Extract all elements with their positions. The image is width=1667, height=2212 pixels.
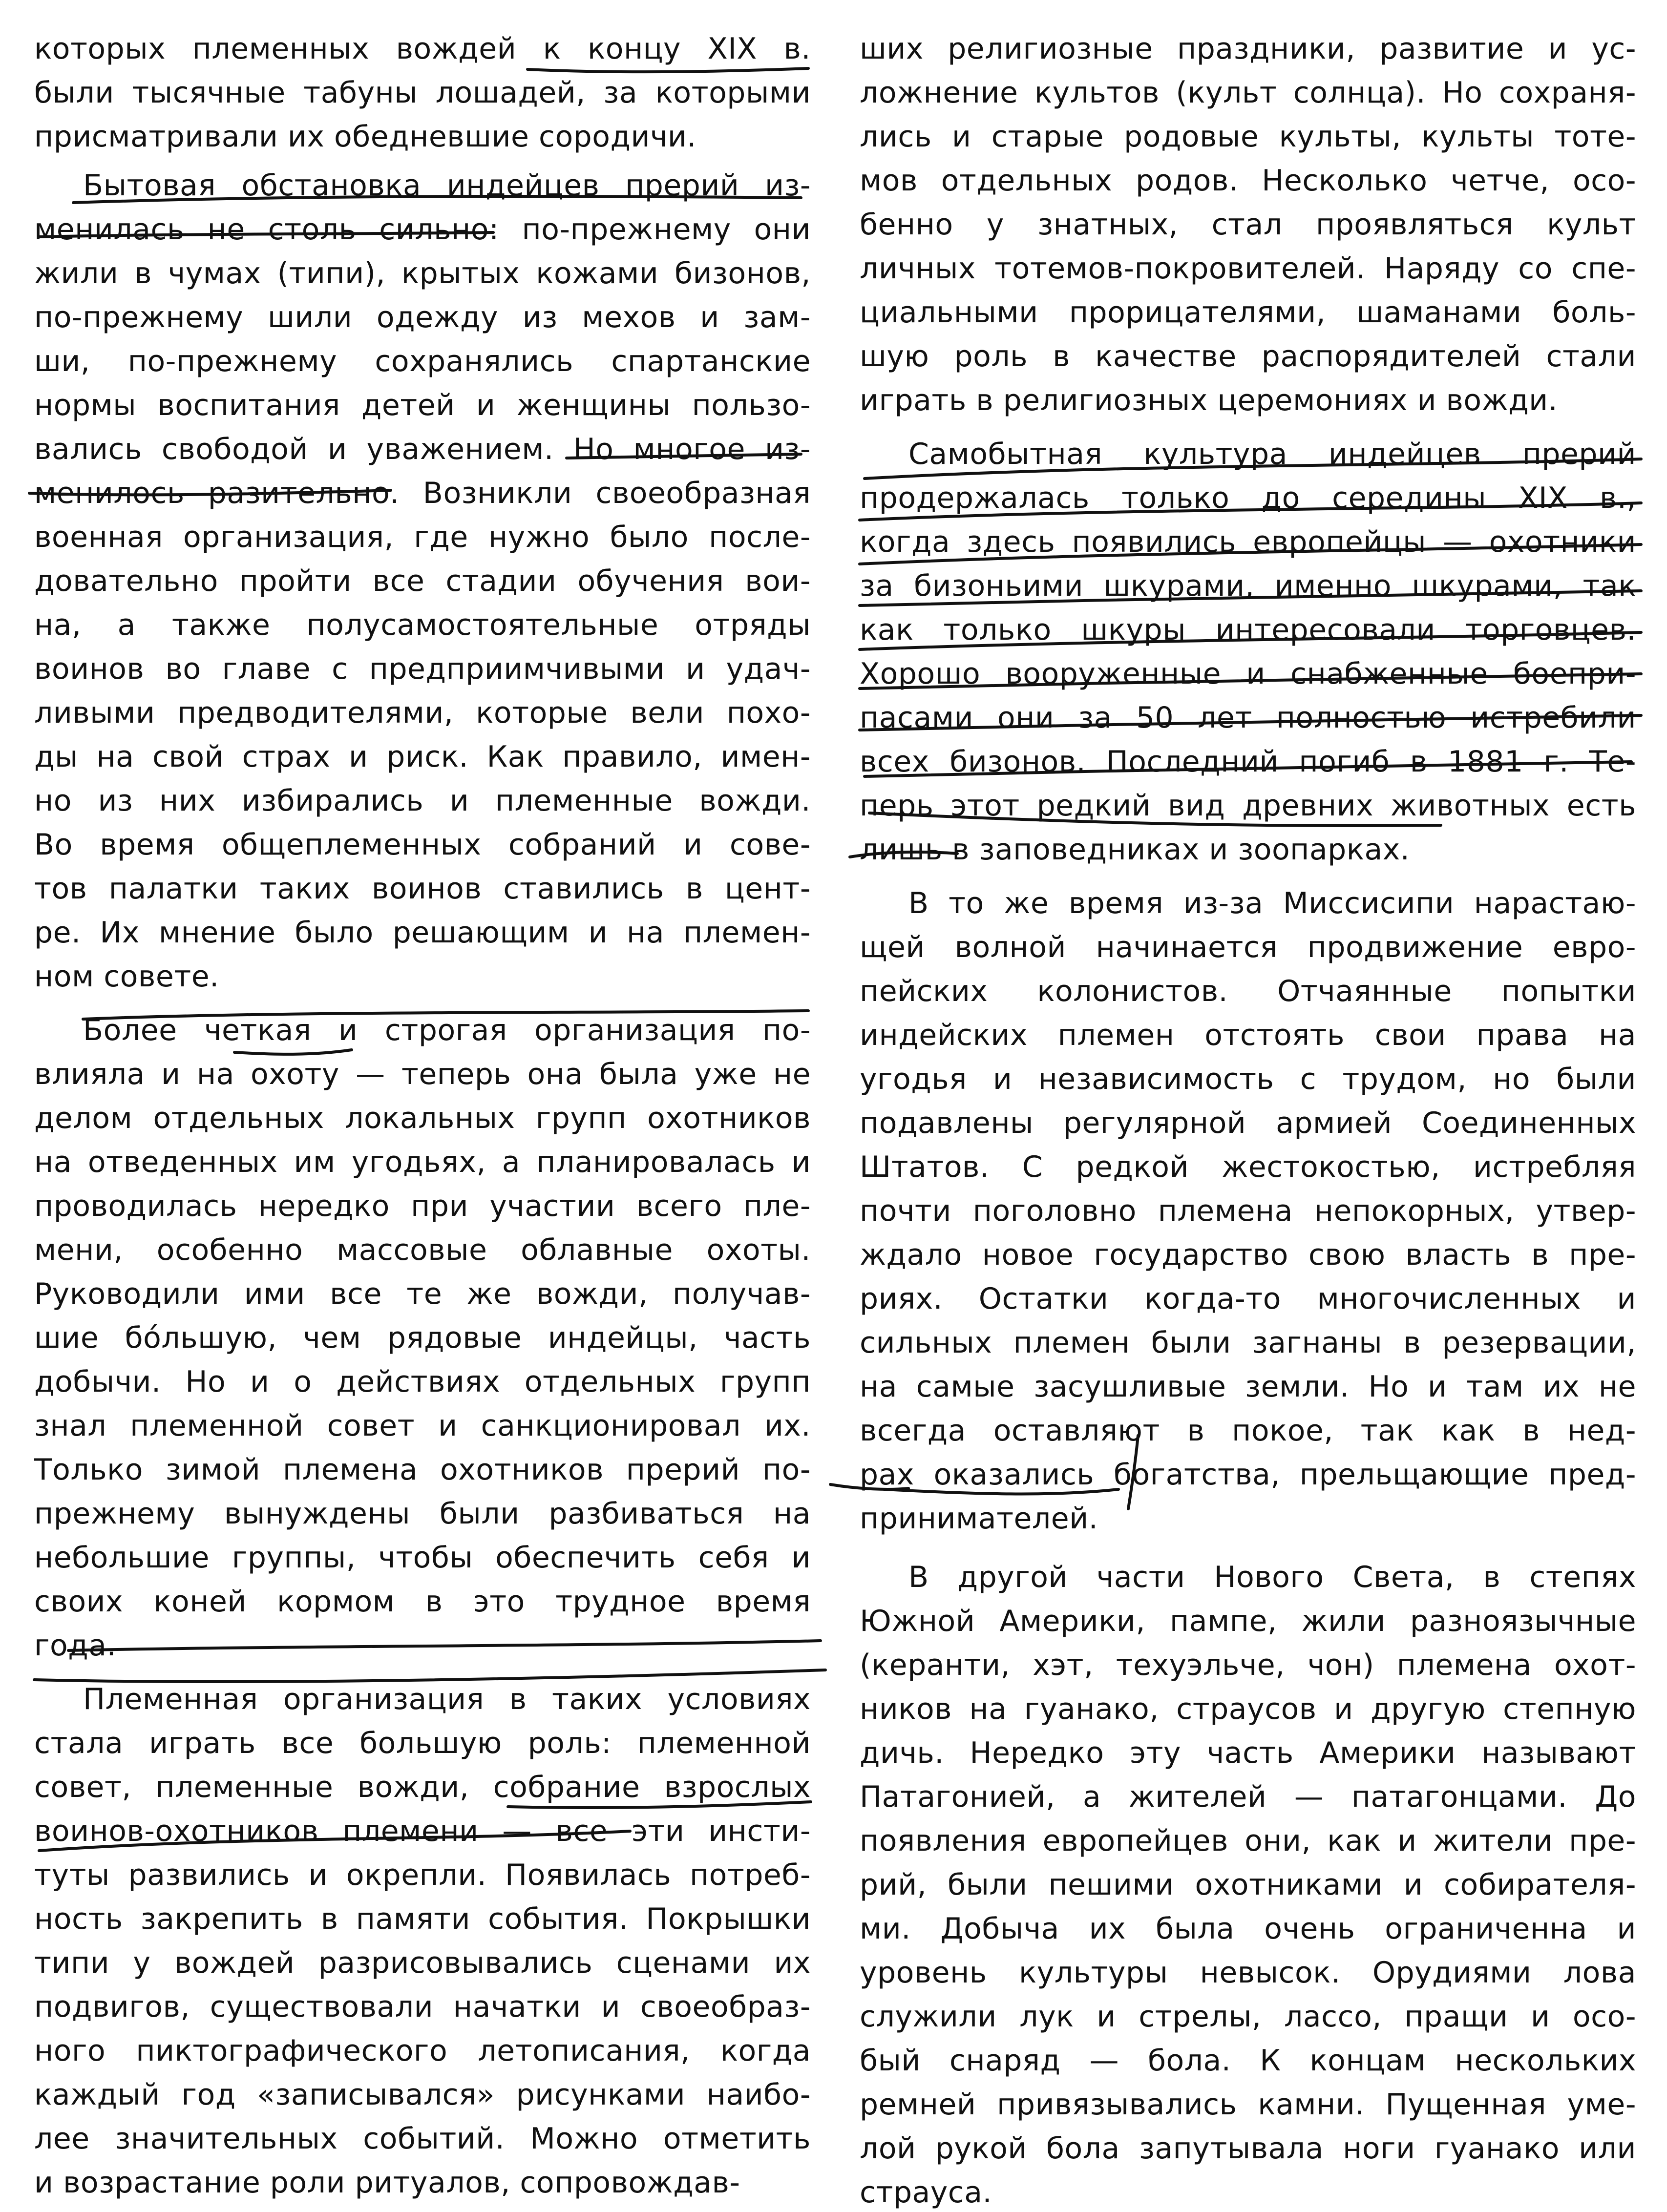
text-line: ши, по-прежнему сохранялись спартанские <box>34 344 811 378</box>
text-line: лись и старые родовые культы, культы тоте- <box>860 120 1636 154</box>
text-line: ного пиктографического летописания, когда <box>34 2034 811 2068</box>
text-line: В другой части Нового Света, в степях <box>908 1560 1636 1594</box>
text-line: подвигов, существовали начатки и своеобраз- <box>34 1990 811 2024</box>
text-line: ждало новое государство свою власть в пре- <box>860 1238 1636 1272</box>
text-line: которых племенных вождей к концу XIX в. <box>34 32 811 66</box>
text-line: рий, были пешими охотниками и собирателя- <box>860 1868 1636 1902</box>
text-line: пейских колонистов. Отчаянные попытки <box>860 974 1636 1008</box>
text-line: ре. Их мнение было решающим и на племен- <box>34 916 811 950</box>
text-line: Более четкая и строгая организация по- <box>83 1013 811 1047</box>
text-line: ников на гуанако, страусов и другую степную <box>860 1692 1636 1726</box>
text-line: на отведенных им угодьях, а планировалась и <box>34 1145 811 1179</box>
text-line: менилась не столь сильно: по-прежнему они <box>34 212 811 247</box>
text-line: прежнему вынуждены были разбиваться на <box>34 1497 811 1531</box>
text-line: В то же время из-за Миссисипи нарастаю- <box>908 886 1636 920</box>
text-line: стала играть все большую роль: племенной <box>34 1726 811 1760</box>
text-line: воинов-охотников племени — все эти инсти- <box>34 1814 811 1848</box>
text-line: служили лук и стрелы, лассо, пращи и осо- <box>860 2000 1636 2034</box>
text-line: Штатов. С редкой жестокостью, истребляя <box>860 1150 1636 1184</box>
text-line: Племенная организация в таких условиях <box>83 1682 811 1716</box>
text-line: типи у вождей разрисовывались сценами их <box>34 1946 811 1980</box>
text-line: бенно у знатных, стал проявляться культ <box>860 208 1636 242</box>
text-line: менилось разительно. Возникли своеобразная <box>34 476 811 510</box>
text-line: перь этот редкий вид древних животных есть <box>860 789 1636 823</box>
text-line: воинов во главе с предприимчивыми и удач- <box>34 652 811 686</box>
text-line: ды на свой страх и риск. Как правило, имен- <box>34 740 811 774</box>
text-line: рах оказались богатства, прельщающие пред- <box>860 1458 1636 1492</box>
text-line: всегда оставляют в покое, так как в нед- <box>860 1414 1636 1448</box>
text-line: за бизоньими шкурами, именно шкурами, так <box>860 569 1636 603</box>
text-line: Во время общеплеменных собраний и сове- <box>34 828 811 862</box>
text-line: угодья и независимость с трудом, но были <box>860 1062 1636 1096</box>
text-line: Руководили ими все те же вожди, получав- <box>34 1277 811 1311</box>
text-line: продержалась только до середины XIX в., <box>860 481 1636 515</box>
text-line: ми. Добыча их была очень ограниченна и <box>860 1912 1636 1946</box>
text-line: Только зимой племена охотников прерий по- <box>34 1453 811 1487</box>
text-line: личных тотемов-покровителей. Наряду со спе- <box>860 251 1636 286</box>
text-line: мени, особенно массовые облавные охоты. <box>34 1233 811 1267</box>
text-line: ном совете. <box>34 960 219 994</box>
text-line: своих коней кормом в это трудное время <box>34 1585 811 1619</box>
text-line: циальными прорицателями, шаманами боль- <box>860 295 1636 330</box>
text-line: по-прежнему шили одежду из мехов и зам- <box>34 300 811 334</box>
text-line: играть в религиозных церемониях и вожди. <box>860 383 1558 417</box>
text-line: вались свободой и уважением. Но многое из- <box>34 432 811 466</box>
text-line: влияла и на охоту — теперь она была уже не <box>34 1057 811 1091</box>
text-line: присматривали их обедневшие сородичи. <box>34 120 696 154</box>
text-line: ремней привязывались камни. Пущенная уме- <box>860 2087 1636 2122</box>
text-line: появления европейцев они, как и жители пре- <box>860 1824 1636 1858</box>
text-line: тов палатки таких воинов ставились в цент- <box>34 872 811 906</box>
text-line: но из них избирались и племенные вожди. <box>34 784 811 818</box>
text-line: были тысячные табуны лошадей, за которыми <box>34 76 811 110</box>
text-line: лой рукой бола запутывала ноги гуанако или <box>860 2131 1636 2166</box>
text-line: на, а также полусамостоятельные отряды <box>34 608 811 642</box>
text-line: принимателей. <box>860 1502 1098 1536</box>
text-line: всех бизонов. Последний погиб в 1881 г. Те- <box>860 745 1636 779</box>
text-line: Южной Америки, пампе, жили разноязычные <box>860 1604 1636 1638</box>
text-line: риях. Остатки когда-то многочисленных и <box>860 1282 1636 1316</box>
text-line: шую роль в качестве распорядителей стали <box>860 339 1636 374</box>
text-line: почти поголовно племена непокорных, утвер- <box>860 1194 1636 1228</box>
text-line: Самобытная культура индейцев прерий <box>908 437 1636 471</box>
text-line: индейских племен отстоять свои права на <box>860 1018 1636 1052</box>
text-line: Бытовая обстановка индейцев прерий из- <box>83 168 811 203</box>
text-line: и возрастание роли ритуалов, сопровождав- <box>34 2166 740 2200</box>
text-line: шие бо́льшую, чем рядовые индейцы, часть <box>34 1321 811 1355</box>
text-line: года. <box>34 1628 117 1663</box>
text-line: дичь. Нередко эту часть Америки называют <box>860 1736 1636 1770</box>
text-line: уровень культуры невысок. Орудиями лова <box>860 1956 1636 1990</box>
text-line: ших религиозные праздники, развитие и ус- <box>860 32 1636 66</box>
text-line: Патагонией, а жителей — патагонцами. До <box>860 1780 1636 1814</box>
text-line: Хорошо вооруженные и снабженные боепри- <box>860 657 1636 691</box>
text-line: проводилась нередко при участии всего пле- <box>34 1189 811 1223</box>
underline-mark <box>528 68 808 72</box>
text-line: мов отдельных родов. Несколько четче, осо- <box>860 164 1636 198</box>
text-line: лишь в заповедниках и зоопарках. <box>860 833 1410 867</box>
text-line: когда здесь появились европейцы — охотники <box>860 525 1636 559</box>
text-line: сильных племен были загнаны в резервации, <box>860 1326 1636 1360</box>
text-line: ложнение культов (культ солнца). Но сохраня- <box>860 76 1636 110</box>
underline-mark <box>234 1050 352 1054</box>
text-line: военная организация, где нужно было после- <box>34 520 811 554</box>
text-line: пасами они за 50 лет полностью истребили <box>860 701 1636 735</box>
text-line: каждый год «записывался» рисунками наибо- <box>34 2078 811 2112</box>
text-line: довательно пройти все стадии обучения вои- <box>34 564 811 598</box>
text-line: бый снаряд — бола. К концам нескольких <box>860 2044 1636 2078</box>
text-line: жили в чумах (типи), крытых кожами бизонов, <box>34 256 811 291</box>
text-line: ность закрепить в памяти события. Покрышки <box>34 1902 811 1936</box>
text-line: лее значительных событий. Можно отметить <box>34 2122 811 2156</box>
text-line: (керанти, хэт, техуэльче, чон) племена охот- <box>860 1648 1636 1682</box>
text-line: страуса. <box>860 2175 992 2210</box>
text-line: на самые засушливые земли. Но и там их не <box>860 1370 1636 1404</box>
text-line: добычи. Но и о действиях отдельных групп <box>34 1365 811 1399</box>
text-line: как только шкуры интересовали торговцев. <box>860 613 1636 647</box>
text-line: щей волной начинается продвижение евро- <box>860 930 1636 964</box>
text-line: знал племенной совет и санкционировал их. <box>34 1409 811 1443</box>
text-line: нормы воспитания детей и женщины пользо- <box>34 388 811 422</box>
text-line: туты развились и окрепли. Появилась потреб- <box>34 1858 811 1892</box>
text-line: ливыми предводителями, которые вели похо- <box>34 696 811 730</box>
text-line: совет, племенные вожди, собрание взрослых <box>34 1770 811 1804</box>
text-line: небольшие группы, чтобы обеспечить себя и <box>34 1541 811 1575</box>
text-line: делом отдельных локальных групп охотников <box>34 1101 811 1135</box>
text-line: подавлены регулярной армией Соединенных <box>860 1106 1636 1140</box>
